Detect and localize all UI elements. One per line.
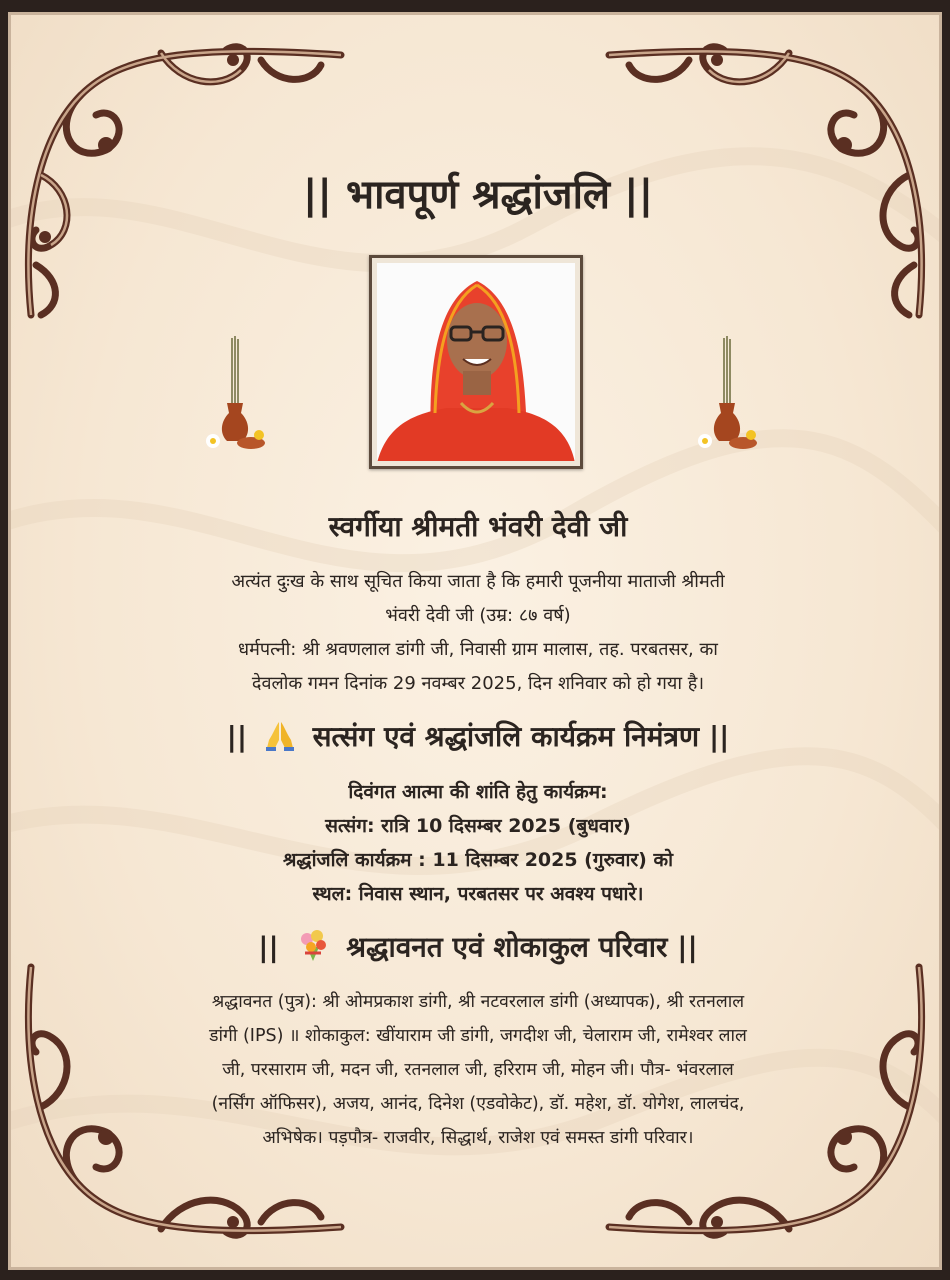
program-line: श्रद्धांजलि कार्यक्रम : 11 दिसम्बर 2025 (गुरुवार) को bbox=[282, 849, 673, 871]
tribute-card bbox=[8, 12, 942, 1270]
announcement-line: धर्मपत्नी: श्री श्रवणलाल डांगी जी, निवासी ग्राम मालास, तह. परबतसर, का bbox=[238, 639, 718, 660]
announcement-line: भंवरी देवी जी (उम्र: ८७ वर्ष) bbox=[385, 605, 571, 626]
program-line: सत्संग: रात्रि 10 दिसम्बर 2025 (बुधवार) bbox=[325, 815, 631, 837]
family-line: (नर्सिंग ऑफिसर), अजय, आनंद, दिनेश (एडवोकेट), डॉ. महेश, डॉ. योगेश, लालचंद, bbox=[211, 1094, 745, 1114]
incense-lamp-icon bbox=[199, 333, 269, 453]
program-line: दिवंगत आत्मा की शांति हेतु कार्यक्रम: bbox=[348, 781, 608, 803]
page-title: || भावपूर्ण श्रद्धांजलि || bbox=[302, 172, 654, 218]
family-line: श्रद्धावनत (पुत्र): श्री ओमप्रकाश डांगी, श्री नटवरलाल डांगी (अध्यापक), श्री रतनलाल bbox=[211, 992, 745, 1012]
portrait-photo bbox=[377, 263, 575, 461]
family-heading-text: श्रद्धावनत एवं शोकाकुल परिवार bbox=[346, 930, 668, 964]
announcement-line: देवलोक गमन दिनांक 29 नवम्बर 2025, दिन शनिवार को हो गया है। bbox=[251, 673, 705, 694]
program-details bbox=[71, 775, 885, 911]
family-line: अभिषेक। पड़पौत्र- राजवीर, सिद्धार्थ, राजेश एवं समस्त डांगी परिवार। bbox=[262, 1128, 694, 1148]
program-heading bbox=[11, 717, 942, 759]
portrait-frame bbox=[369, 255, 583, 469]
family-details bbox=[51, 985, 905, 1155]
heading-suffix: || bbox=[708, 720, 730, 753]
family-line: जी, परसाराम जी, मदन जी, रतनलाल जी, हरिराम जी, मोहन जी। पौत्र- भंवरलाल bbox=[222, 1060, 734, 1080]
bouquet-icon bbox=[295, 927, 331, 970]
announcement-line: अत्यंत दुःख के साथ सूचित किया जाता है कि हमारी पूजनीया माताजी श्रीमती bbox=[231, 571, 725, 592]
heading-prefix: || bbox=[258, 930, 279, 964]
folded-hands-icon bbox=[263, 718, 297, 759]
family-line: डांगी (IPS) ॥ शोकाकुल: खींयाराम जी डांगी, जगदीश जी, चेलाराम जी, रामेश्वर लाल bbox=[209, 1026, 747, 1046]
program-line: स्थल: निवास स्थान, परबतसर पर अवश्य पधारे। bbox=[312, 883, 644, 905]
deceased-name: स्वर्गीया श्रीमती भंवरी देवी जी bbox=[328, 510, 628, 543]
incense-lamp-icon bbox=[691, 333, 761, 453]
heading-prefix: || bbox=[226, 720, 248, 753]
heading-suffix: || bbox=[677, 930, 698, 964]
family-heading bbox=[11, 927, 942, 970]
program-heading-text: सत्संग एवं श्रद्धांजलि कार्यक्रम निमंत्रण bbox=[312, 720, 700, 753]
announcement-text bbox=[71, 565, 885, 701]
